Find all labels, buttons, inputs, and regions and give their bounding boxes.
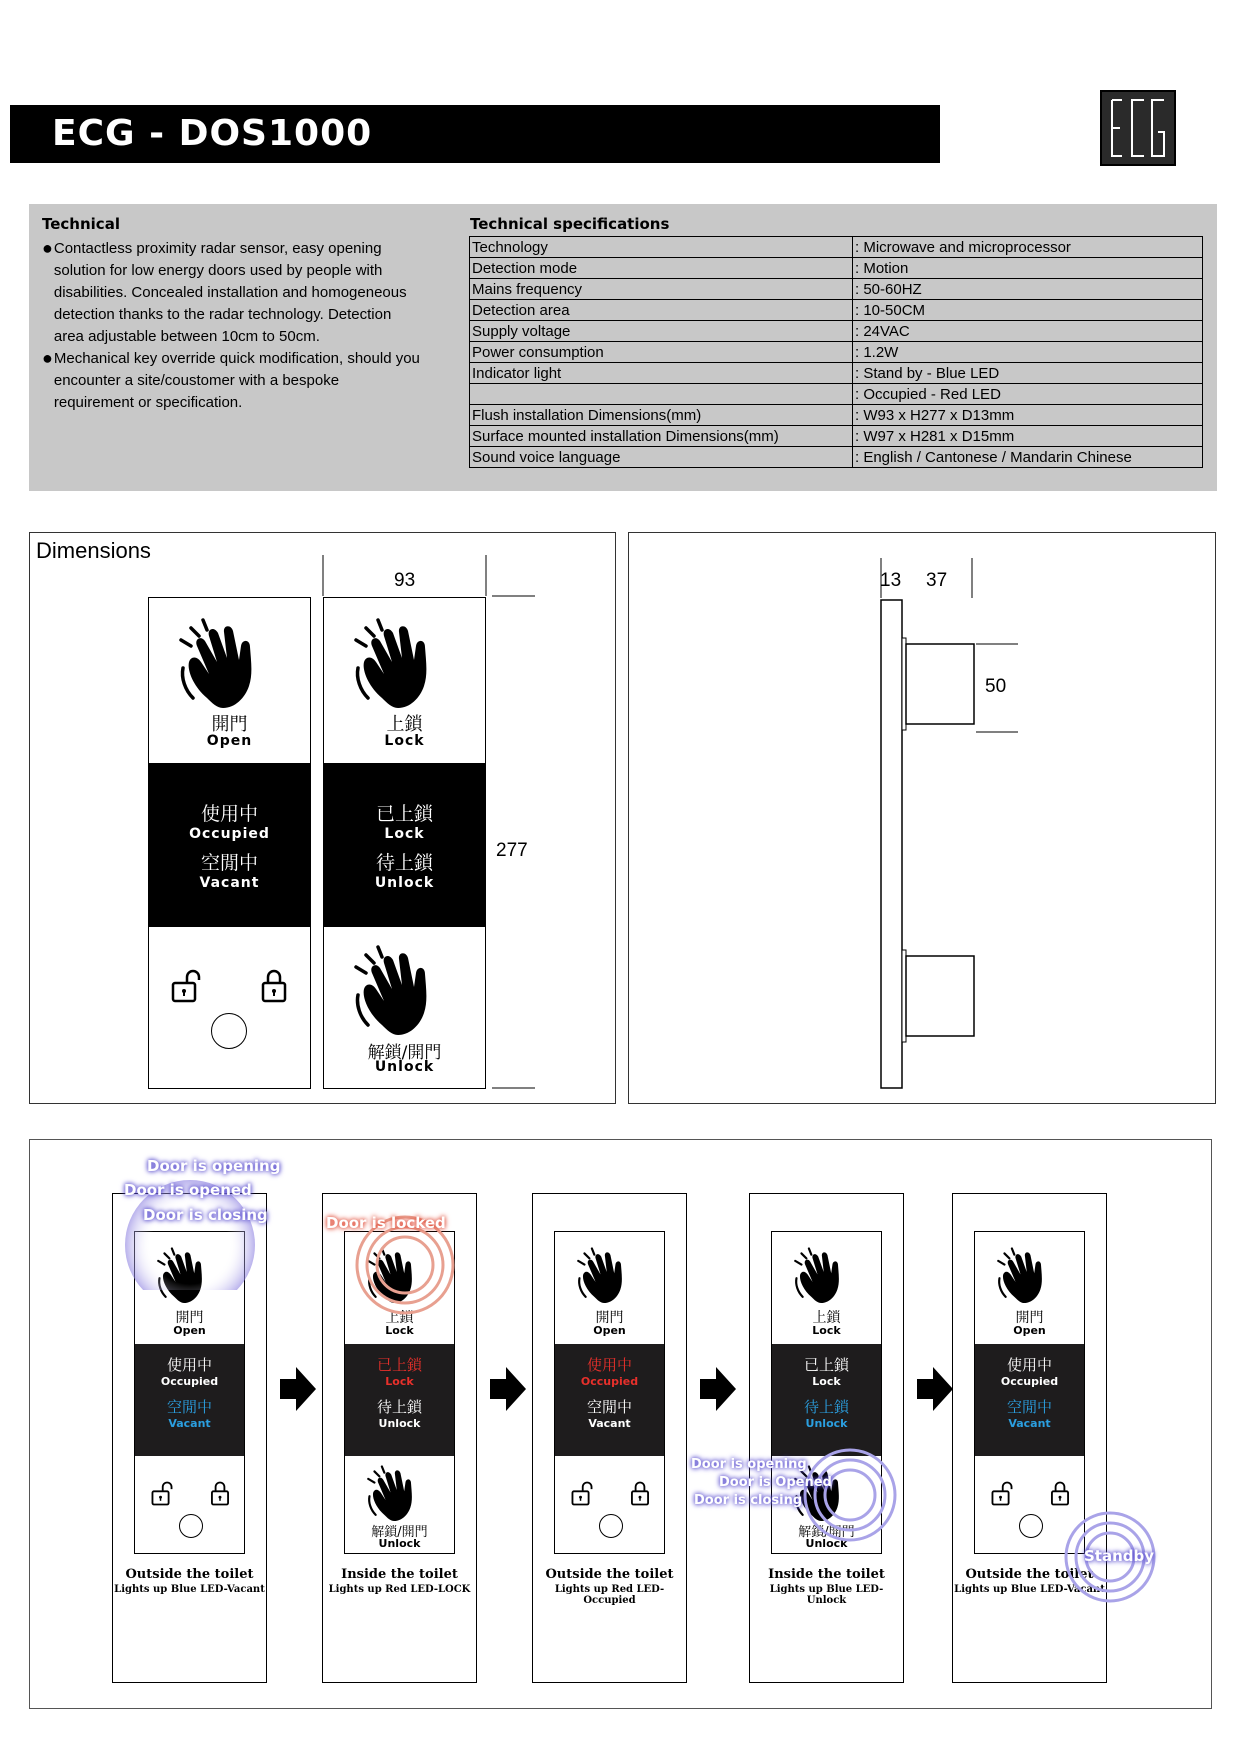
spec-value: : Occupied - Red LED [853,384,1203,405]
flow-caption-detail: Lights up Blue LED-Vacant [114,1584,265,1595]
lock-icon [209,1480,231,1507]
flow-status2-en: Vacant [588,1417,631,1430]
lock-icon [629,1480,651,1507]
spec-value: : Stand by - Blue LED [853,363,1203,384]
flow-status-block [555,1344,664,1456]
flow-caption: Outside the toilet [545,1567,674,1582]
flow-status1-en: Occupied [160,1375,219,1388]
flow-status1-en: Lock [385,1375,414,1388]
label-door-opened-2: Door is Opened [719,1475,832,1490]
flow-status-block [135,1344,244,1456]
spec-key: Indicator light [470,363,853,384]
flow-status-block [975,1344,1084,1456]
spec-value: : W93 x H277 x D13mm [853,405,1203,426]
flow-status1-cn: 使用中 [1006,1356,1052,1374]
label-door-opening: Door is opening [147,1157,281,1175]
flow-caption-detail: Lights up Red LED-LOCK [328,1584,471,1595]
flow-top-en: Open [593,1324,626,1337]
flow-status-block [345,1344,454,1456]
key-cylinder [179,1514,203,1538]
flow-status1-en: Lock [812,1375,841,1388]
spec-key: Power consumption [470,342,853,363]
label-door-closing: Door is closing [143,1206,268,1224]
flow-caption-detail: Lights up Blue LED-Vacant [954,1584,1105,1595]
hand-wave-icon [577,1246,639,1308]
flow-arrow-icon [280,1367,316,1415]
status2-cn: 空閒中 [200,852,258,874]
flow-top-en: Lock [385,1324,414,1337]
label-standby: Standby [1084,1547,1155,1565]
panel-bottom-cn: 解鎖/開門 [367,1043,442,1063]
specs-heading: Technical specifications [470,215,670,233]
label-door-locked: Door is locked [326,1214,446,1232]
unlock-icon [151,1480,173,1507]
unlock-icon [571,1480,593,1507]
glow-rings-step4 [790,1440,910,1550]
flow-top-en: Lock [812,1324,841,1337]
depth-dimension-b: 37 [926,570,948,591]
flow-status2-cn: 待上鎖 [803,1398,849,1416]
flow-arrow-icon [490,1367,526,1415]
spec-value: : 10-50CM [853,300,1203,321]
width-dimension: 93 [394,570,416,591]
flow-status2-cn: 待上鎖 [376,1398,422,1416]
panel-top-en: Open [206,733,253,749]
label-door-closing-2: Door is closing [694,1493,803,1508]
flow-caption-detail: Lights up Blue LED-Unlock [769,1584,884,1606]
flow-top-cn: 開門 [1015,1310,1044,1326]
status1-cn: 使用中 [200,803,258,825]
hand-wave-icon [367,1464,429,1526]
status1-en: Occupied [189,826,270,842]
page-title: ECG - DOS1000 [52,113,373,154]
flow-step-5 [952,1193,1107,1683]
spec-key: Detection area [470,300,853,321]
flow-status1-cn: 使用中 [586,1356,632,1374]
flow-status1-en: Occupied [1000,1375,1059,1388]
status2-en: Vacant [199,875,260,891]
flow-bottom-cn: 解鎖/開門 [798,1525,855,1540]
key-cylinder [599,1514,623,1538]
flow-arrow-icon [917,1367,953,1415]
flow-top-cn: 上鎖 [812,1310,841,1326]
flow-step-3 [532,1193,687,1683]
flow-top-cn: 上鎖 [385,1310,414,1326]
panel-bottom-en: Unlock [374,1059,435,1075]
flow-status2-en: Unlock [805,1417,848,1430]
flow-status2-cn: 空閒中 [1006,1398,1052,1416]
flow-top-cn: 開門 [595,1310,624,1326]
flow-caption: Inside the toilet [768,1567,885,1582]
spec-value: : W97 x H281 x D15mm [853,426,1203,447]
spec-value: : 24VAC [853,321,1203,342]
technical-bullet: ● Contactless proximity radar sensor, easy opening solution for low energy doors used by people with disabilities. Concealed installation and homogeneous detection thanks to the radar technology. Detection area adjustable between 10cm to 50cm. [42,238,422,348]
status2-cn: 待上鎖 [375,852,433,874]
flow-status2-en: Vacant [1008,1417,1051,1430]
flow-bottom-en: Unlock [805,1537,848,1550]
flow-status2-cn: 空閒中 [166,1398,212,1416]
flow-panel [554,1231,665,1554]
spec-key: Flush installation Dimensions(mm) [470,405,853,426]
spec-key: Sound voice language [470,447,853,468]
height-dimension: 277 [496,840,528,861]
hand-wave-icon [997,1246,1059,1308]
flow-caption: Outside the toilet [965,1567,1094,1582]
status1-en: Lock [384,826,425,842]
label-door-opening-2: Door is opening [691,1457,807,1472]
spec-key: Supply voltage [470,321,853,342]
flow-caption: Inside the toilet [341,1567,458,1582]
technical-heading: Technical [42,215,120,233]
spec-value: : Motion [853,258,1203,279]
technical-bullet: ● Mechanical key override quick modification, should you encounter a site/coustomer with a bespoke requirement or specification. [42,348,422,414]
hand-wave-icon [794,1246,856,1308]
status1-cn: 已上鎖 [375,803,433,825]
spec-key: Detection mode [470,258,853,279]
technical-bullet-text: Contactless proximity radar sensor, easy opening solution for low energy doors used by people with disabilities. Concealed installation and homogeneous detection thanks to the radar technology. Detection area adjustable between 10cm to 50cm. [53,240,407,345]
spec-key: Technology [470,237,853,258]
spec-value: : 1.2W [853,342,1203,363]
flow-status1-en: Occupied [580,1375,639,1388]
unlock-icon [991,1480,1013,1507]
depth-dimension-a: 13 [880,570,902,591]
flow-arrow-icon [700,1367,736,1415]
flow-bottom-en: Unlock [378,1537,421,1550]
flow-caption-detail: Lights up Red LED-Occupied [554,1584,665,1606]
flow-caption: Outside the toilet [125,1567,254,1582]
flow-status1-cn: 已上鎖 [376,1356,422,1374]
spec-value: : 50-60HZ [853,279,1203,300]
dimensions-heading: Dimensions [36,538,151,563]
flow-status2-en: Unlock [378,1417,421,1430]
lock-icon [1049,1480,1071,1507]
flow-status1-cn: 使用中 [166,1356,212,1374]
panel-top-cn: 開門 [211,714,248,735]
status2-en: Unlock [374,875,435,891]
flow-status2-cn: 空閒中 [586,1398,632,1416]
flow-step-4 [749,1193,904,1683]
spec-value: : Microwave and microprocessor [853,237,1203,258]
flow-top-en: Open [1013,1324,1046,1337]
flow-status2-en: Vacant [168,1417,211,1430]
flow-status1-cn: 已上鎖 [803,1356,849,1374]
panel-top-cn: 上鎖 [386,714,423,735]
spec-value: : English / Cantonese / Mandarin Chinese [853,447,1203,468]
flow-top-en: Open [173,1324,206,1337]
spec-key: Surface mounted installation Dimensions(mm) [470,426,853,447]
panel-top-en: Lock [384,733,425,749]
label-door-opened: Door is opened [124,1181,252,1199]
technical-bullet-text: Mechanical key override quick modification, should you encounter a site/coustomer with a bespoke requirement or specification. [53,350,420,411]
spec-key: Mains frequency [470,279,853,300]
flow-top-cn: 開門 [175,1310,204,1326]
sensor-dimension: 50 [985,676,1007,697]
flow-bottom-cn: 解鎖/開門 [371,1525,428,1540]
